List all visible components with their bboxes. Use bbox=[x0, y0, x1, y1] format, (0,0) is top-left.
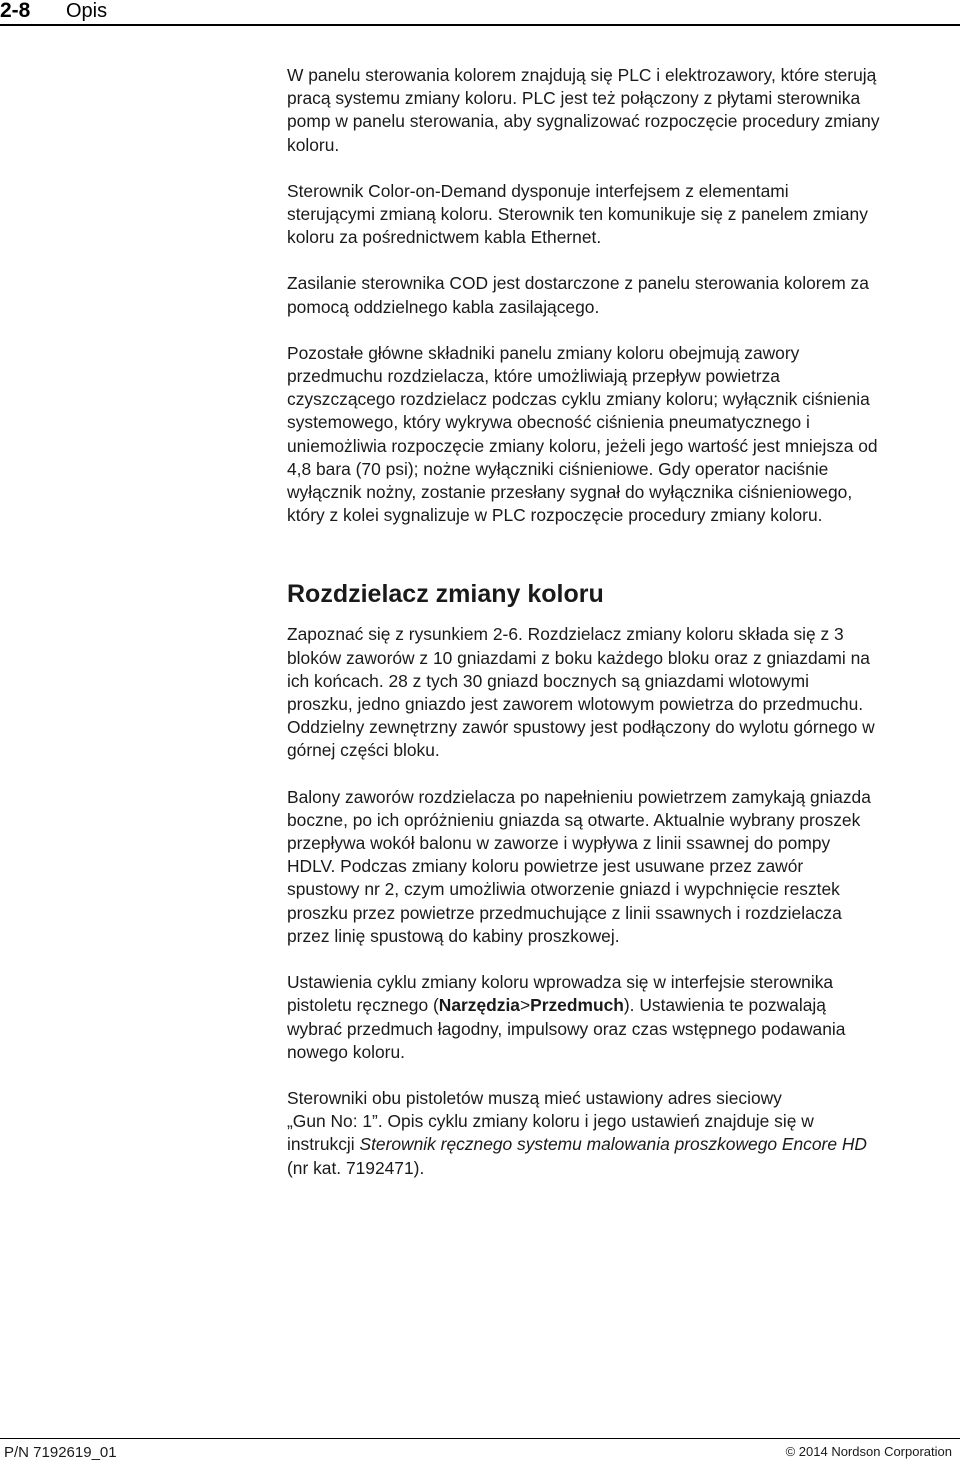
main-content bbox=[287, 64, 959, 1180]
text-line: wyłącznik nożny, zostanie przesłany sygnał do wyłącznika ciśnieniowego, bbox=[287, 482, 853, 503]
page-footer bbox=[0, 1438, 960, 1461]
text-line: HDLV. Podczas zmiany koloru powietrze jest usuwane przez zawór bbox=[287, 856, 804, 877]
section-title: Opis bbox=[66, 0, 108, 22]
text-line: Zasilanie sterownika COD jest dostarczone z panelu sterowania kolorem za bbox=[287, 273, 869, 294]
text-line: przez linię spustową do kabiny proszkowej. bbox=[287, 925, 620, 946]
page-number: 2-8 bbox=[0, 0, 31, 22]
text-line: górnej części bloku. bbox=[287, 740, 440, 761]
text-line: wybrać przedmuch łagodny, impulsowy oraz czas wstępnego podawania bbox=[287, 1018, 846, 1039]
text-line: Balony zaworów rozdzielacza po napełnieniu powietrzem zamykają gniazda bbox=[287, 786, 871, 807]
paragraph-power-supply bbox=[287, 272, 959, 318]
text-line: pomp w panelu sterowania, aby sygnalizować rozpoczęcie procedury zmiany bbox=[287, 111, 880, 132]
text-line: 4,8 bara (70 psi); nożne wyłączniki ciśnieniowe. Gdy operator naciśnie bbox=[287, 458, 829, 479]
part-number: P/N 7192619_01 bbox=[4, 1444, 117, 1461]
header-rule bbox=[0, 24, 960, 26]
paragraph-components bbox=[287, 342, 959, 528]
text-line: „Gun No: 1”. Opis cyklu zmiany koloru i jego ustawień znajduje się w bbox=[287, 1111, 814, 1132]
text-line: ich końcach. 28 z tych 30 gniazd bocznych są gniazdami wlotowymi bbox=[287, 670, 809, 691]
paragraph-manifold bbox=[287, 623, 959, 762]
paragraph-balloons bbox=[287, 786, 959, 948]
text-line: koloru za pośrednictwem kabla Ethernet. bbox=[287, 227, 602, 248]
footer-rule bbox=[0, 1438, 960, 1439]
page-header bbox=[0, 0, 960, 26]
text-line: systemowego, który wykrywa obecność ciśnienia pneumatycznego i bbox=[287, 412, 810, 433]
text-line: (nr kat. 7192471). bbox=[287, 1157, 425, 1178]
text-line: uniemożliwia rozpoczęcie zmiany koloru, jeżeli jego wartość jest mniejsza od bbox=[287, 435, 878, 456]
text-line: pistoletu ręcznego (Narzędzia>Przedmuch). Ustawienia te pozwalają bbox=[287, 995, 826, 1016]
copyright: © 2014 Nordson Corporation bbox=[785, 1444, 952, 1459]
text-line: Sterownik Color-on-Demand dysponuje interfejsem z elementami bbox=[287, 180, 789, 201]
text-line: Zapoznać się z rysunkiem 2-6. Rozdzielacz zmiany koloru składa się z 3 bbox=[287, 624, 844, 645]
menu-path-purge: Przedmuch bbox=[530, 995, 624, 1016]
paragraph-network-address bbox=[287, 1087, 959, 1180]
text-line: czyszczącego rozdzielacz podczas cyklu zmiany koloru; wyłącznik ciśnienia bbox=[287, 389, 870, 410]
text-line: Ustawienia cyklu zmiany koloru wprowadza się w interfejsie sterownika bbox=[287, 972, 834, 993]
text-line: pracą systemu zmiany koloru. PLC jest też połączony z płytami sterownika bbox=[287, 88, 861, 109]
menu-path-tools: Narzędzia bbox=[438, 995, 520, 1016]
text-line: sterującymi zmianą koloru. Sterownik ten komunikuje się z panelem zmiany bbox=[287, 204, 868, 225]
text-line: W panelu sterowania kolorem znajdują się PLC i elektrozawory, które sterują bbox=[287, 65, 877, 85]
text-line: przepływa wokół balonu w zaworze i wypływa z linii ssawnej do pompy bbox=[287, 833, 831, 854]
text-line: który z kolei sygnalizuje w PLC rozpoczęcie procedury zmiany koloru. bbox=[287, 505, 823, 526]
text-line: proszku przez powietrze przedmuchujące z linii ssawnych i rozdzielacza bbox=[287, 902, 842, 923]
text-line: Sterowniki obu pistoletów muszą mieć ustawiony adres sieciowy bbox=[287, 1087, 782, 1108]
manual-reference: Sterownik ręcznego systemu malowania proszkowego Encore HD bbox=[359, 1134, 867, 1155]
paragraph-plc bbox=[287, 64, 959, 157]
text-line: proszku, jedno gniazdo jest zaworem wlotowym powietrza do przedmuchu. bbox=[287, 694, 864, 715]
text-line: Pozostałe główne składniki panelu zmiany koloru obejmują zawory bbox=[287, 342, 800, 363]
section-heading: Rozdzielacz zmiany koloru bbox=[287, 580, 604, 609]
text-line: instrukcji Sterownik ręcznego systemu malowania proszkowego Encore HD bbox=[287, 1134, 867, 1155]
text-line: nowego koloru. bbox=[287, 1041, 405, 1062]
text-line: przedmuchu rozdzielacza, które umożliwiają przepływ powietrza bbox=[287, 366, 780, 387]
text-line: bloków zaworów z 10 gniazdami z boku każdego bloku oraz z gniazdami na bbox=[287, 647, 870, 668]
text-line: koloru. bbox=[287, 134, 340, 155]
text-line: spustowy nr 2, czym umożliwia otworzenie gniazd i wypchnięcie resztek bbox=[287, 879, 840, 900]
text-line: pomocą oddzielnego kabla zasilającego. bbox=[287, 296, 600, 317]
paragraph-cod-controller bbox=[287, 180, 959, 250]
paragraph-settings bbox=[287, 971, 959, 1064]
text-line: Oddzielny zewnętrzny zawór spustowy jest podłączony do wylotu górnego w bbox=[287, 717, 875, 738]
text-line: boczne, po ich opróżnieniu gniazda są otwarte. Aktualnie wybrany proszek bbox=[287, 809, 861, 830]
